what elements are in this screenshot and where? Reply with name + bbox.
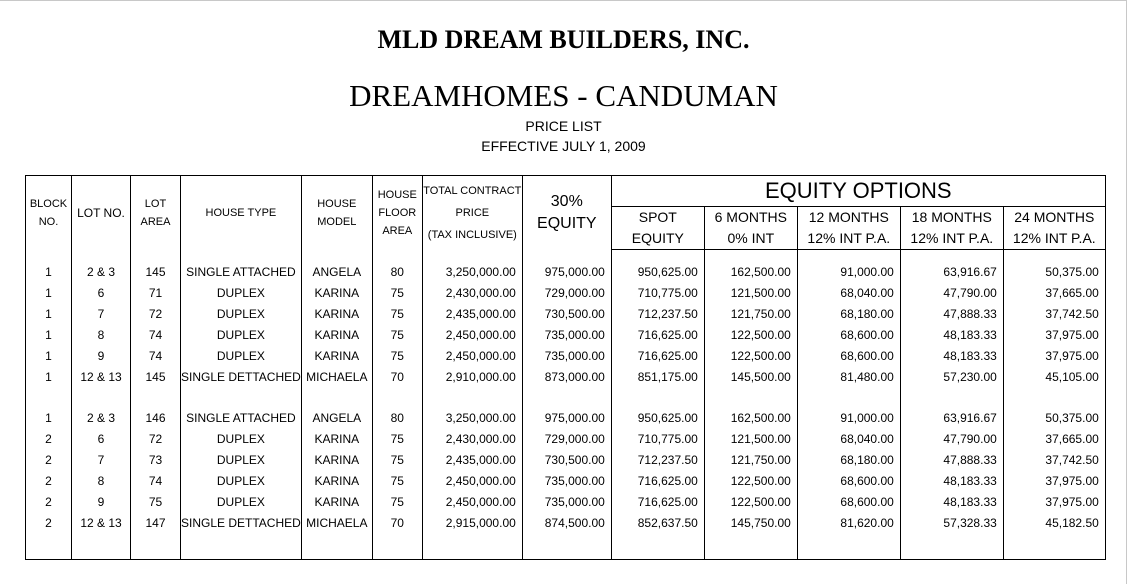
table-row [26, 346, 1106, 367]
cell-total-contract-price: 2,450,000.00 [422, 346, 522, 367]
cell-six-months: 121,500.00 [704, 429, 797, 450]
cell-twenty-four-months: 50,375.00 [1003, 262, 1105, 283]
header-12-months: 12 MONTHS 12% INT P.A. [797, 207, 900, 250]
cell-twelve-months: 91,000.00 [797, 262, 900, 283]
cell-house-type: DUPLEX [181, 492, 302, 513]
cell-lot-area: 146 [131, 408, 181, 429]
cell-lot-no: 7 [72, 450, 131, 471]
table-row [26, 513, 1106, 534]
cell-floor-area: 70 [372, 513, 422, 534]
cell-block-no: 2 [26, 429, 72, 450]
cell-twelve-months: 68,180.00 [797, 450, 900, 471]
cell-six-months: 121,500.00 [704, 283, 797, 304]
cell-block-no: 1 [26, 346, 72, 367]
cell-equity-30: 735,000.00 [522, 471, 611, 492]
header-row-top [26, 176, 1106, 207]
cell-lot-area: 71 [131, 283, 181, 304]
cell-equity-30: 730,500.00 [522, 450, 611, 471]
cell-twelve-months: 81,620.00 [797, 513, 900, 534]
cell-house-model: ANGELA [301, 262, 372, 283]
cell-six-months: 162,500.00 [704, 262, 797, 283]
cell-lot-area: 145 [131, 262, 181, 283]
cell-eighteen-months: 57,328.33 [900, 513, 1003, 534]
cell-floor-area: 75 [372, 304, 422, 325]
table-row [26, 304, 1106, 325]
spacer-row [26, 250, 1106, 263]
cell-floor-area: 70 [372, 367, 422, 388]
cell-house-type: SINGLE DETTACHED [181, 367, 302, 388]
cell-block-no: 2 [26, 492, 72, 513]
effective-date: EFFECTIVE JULY 1, 2009 [481, 138, 646, 154]
cell-twenty-four-months: 37,665.00 [1003, 283, 1105, 304]
cell-house-type: SINGLE DETTACHED [181, 513, 302, 534]
cell-spot-equity: 716,625.00 [611, 346, 704, 367]
cell-total-contract-price: 2,450,000.00 [422, 471, 522, 492]
header-24-months: 24 MONTHS 12% INT P.A. [1003, 207, 1105, 250]
cell-house-model: KARINA [301, 471, 372, 492]
cell-block-no: 2 [26, 471, 72, 492]
cell-equity-30: 873,000.00 [522, 367, 611, 388]
cell-eighteen-months: 63,916.67 [900, 408, 1003, 429]
cell-twelve-months: 68,180.00 [797, 304, 900, 325]
cell-eighteen-months: 47,790.00 [900, 429, 1003, 450]
table-row [26, 283, 1106, 304]
cell-house-type: DUPLEX [181, 450, 302, 471]
cell-house-type: DUPLEX [181, 346, 302, 367]
table-row [26, 367, 1106, 388]
cell-block-no: 2 [26, 513, 72, 534]
cell-lot-no: 7 [72, 304, 131, 325]
cell-twelve-months: 68,600.00 [797, 346, 900, 367]
cell-six-months: 122,500.00 [704, 325, 797, 346]
project-title: DREAMHOMES - CANDUMAN [349, 78, 778, 113]
cell-house-type: DUPLEX [181, 304, 302, 325]
cell-spot-equity: 852,637.50 [611, 513, 704, 534]
header-18-months: 18 MONTHS 12% INT P.A. [900, 207, 1003, 250]
cell-lot-no: 9 [72, 492, 131, 513]
header-equity-options: EQUITY OPTIONS [611, 176, 1105, 207]
cell-twelve-months: 68,040.00 [797, 283, 900, 304]
table-row [26, 429, 1106, 450]
cell-spot-equity: 710,775.00 [611, 429, 704, 450]
cell-house-model: KARINA [301, 304, 372, 325]
table-row [26, 471, 1106, 492]
cell-house-model: MICHAELA [301, 513, 372, 534]
cell-house-model: KARINA [301, 325, 372, 346]
cell-floor-area: 80 [372, 262, 422, 283]
cell-twenty-four-months: 45,182.50 [1003, 513, 1105, 534]
cell-house-type: SINGLE ATTACHED [181, 262, 302, 283]
table-row [26, 325, 1106, 346]
cell-floor-area: 75 [372, 492, 422, 513]
cell-total-contract-price: 2,915,000.00 [422, 513, 522, 534]
header-spot-equity: SPOT EQUITY [611, 207, 704, 250]
cell-total-contract-price: 2,910,000.00 [422, 367, 522, 388]
cell-total-contract-price: 2,430,000.00 [422, 283, 522, 304]
cell-twenty-four-months: 37,665.00 [1003, 429, 1105, 450]
cell-spot-equity: 716,625.00 [611, 325, 704, 346]
table-row [26, 492, 1106, 513]
cell-total-contract-price: 2,450,000.00 [422, 492, 522, 513]
cell-twelve-months: 68,040.00 [797, 429, 900, 450]
cell-eighteen-months: 47,888.33 [900, 304, 1003, 325]
cell-house-type: DUPLEX [181, 325, 302, 346]
cell-lot-area: 74 [131, 471, 181, 492]
header-30-equity: 30% EQUITY [522, 176, 611, 250]
company-name: MLD DREAM BUILDERS, INC. [377, 25, 750, 54]
cell-lot-no: 6 [72, 283, 131, 304]
cell-lot-no: 8 [72, 471, 131, 492]
cell-six-months: 145,750.00 [704, 513, 797, 534]
cell-floor-area: 75 [372, 471, 422, 492]
cell-equity-30: 729,000.00 [522, 429, 611, 450]
cell-lot-area: 73 [131, 450, 181, 471]
cell-block-no: 1 [26, 283, 72, 304]
cell-house-model: KARINA [301, 346, 372, 367]
cell-twenty-four-months: 37,975.00 [1003, 492, 1105, 513]
group-block-1 [26, 262, 1106, 388]
header-6-months: 6 MONTHS 0% INT [704, 207, 797, 250]
cell-equity-30: 975,000.00 [522, 262, 611, 283]
cell-equity-30: 735,000.00 [522, 492, 611, 513]
cell-total-contract-price: 2,430,000.00 [422, 429, 522, 450]
cell-lot-no: 6 [72, 429, 131, 450]
cell-house-type: DUPLEX [181, 283, 302, 304]
cell-total-contract-price: 2,435,000.00 [422, 450, 522, 471]
cell-twenty-four-months: 50,375.00 [1003, 408, 1105, 429]
header-floor-area: HOUSE FLOOR AREA [372, 176, 422, 250]
cell-spot-equity: 712,237.50 [611, 304, 704, 325]
cell-twenty-four-months: 37,975.00 [1003, 325, 1105, 346]
cell-block-no: 1 [26, 367, 72, 388]
cell-twenty-four-months: 37,742.50 [1003, 304, 1105, 325]
cell-lot-no: 2 & 3 [72, 408, 131, 429]
cell-eighteen-months: 48,183.33 [900, 492, 1003, 513]
cell-lot-area: 74 [131, 325, 181, 346]
table-tail [26, 534, 1106, 560]
header-lot-area: LOT AREA [131, 176, 181, 250]
header-lot-no: LOT NO. [72, 176, 131, 250]
cell-lot-no: 12 & 13 [72, 367, 131, 388]
cell-six-months: 122,500.00 [704, 346, 797, 367]
cell-lot-area: 72 [131, 304, 181, 325]
cell-six-months: 121,750.00 [704, 304, 797, 325]
cell-house-model: ANGELA [301, 408, 372, 429]
cell-house-model: KARINA [301, 283, 372, 304]
header-house-model: HOUSE MODEL [301, 176, 372, 250]
group-gap [26, 388, 1106, 408]
cell-twenty-four-months: 37,975.00 [1003, 471, 1105, 492]
header-block: BLOCK NO. [26, 176, 72, 250]
cell-twelve-months: 91,000.00 [797, 408, 900, 429]
cell-spot-equity: 716,625.00 [611, 471, 704, 492]
header-total-contract-price: TOTAL CONTRACT PRICE (TAX INCLUSIVE) [422, 176, 522, 250]
cell-lot-area: 72 [131, 429, 181, 450]
cell-lot-area: 145 [131, 367, 181, 388]
cell-house-type: DUPLEX [181, 429, 302, 450]
cell-eighteen-months: 48,183.33 [900, 325, 1003, 346]
cell-six-months: 122,500.00 [704, 471, 797, 492]
cell-lot-area: 75 [131, 492, 181, 513]
cell-equity-30: 975,000.00 [522, 408, 611, 429]
cell-floor-area: 75 [372, 429, 422, 450]
cell-floor-area: 80 [372, 408, 422, 429]
cell-floor-area: 75 [372, 283, 422, 304]
cell-six-months: 145,500.00 [704, 367, 797, 388]
cell-twenty-four-months: 37,742.50 [1003, 450, 1105, 471]
table-row [26, 408, 1106, 429]
cell-total-contract-price: 3,250,000.00 [422, 262, 522, 283]
cell-twelve-months: 68,600.00 [797, 471, 900, 492]
cell-lot-no: 2 & 3 [72, 262, 131, 283]
cell-twelve-months: 68,600.00 [797, 325, 900, 346]
cell-spot-equity: 712,237.50 [611, 450, 704, 471]
cell-total-contract-price: 3,250,000.00 [422, 408, 522, 429]
cell-floor-area: 75 [372, 346, 422, 367]
cell-six-months: 162,500.00 [704, 408, 797, 429]
cell-spot-equity: 950,625.00 [611, 408, 704, 429]
cell-spot-equity: 710,775.00 [611, 283, 704, 304]
cell-block-no: 1 [26, 262, 72, 283]
header-house-type: HOUSE TYPE [181, 176, 302, 250]
cell-total-contract-price: 2,435,000.00 [422, 304, 522, 325]
price-list-table [25, 175, 1106, 560]
cell-block-no: 2 [26, 450, 72, 471]
cell-house-type: SINGLE ATTACHED [181, 408, 302, 429]
cell-eighteen-months: 57,230.00 [900, 367, 1003, 388]
cell-block-no: 1 [26, 325, 72, 346]
cell-eighteen-months: 47,790.00 [900, 283, 1003, 304]
table-row [26, 262, 1106, 283]
cell-spot-equity: 716,625.00 [611, 492, 704, 513]
table-row [26, 450, 1106, 471]
cell-house-model: KARINA [301, 492, 372, 513]
cell-total-contract-price: 2,450,000.00 [422, 325, 522, 346]
cell-floor-area: 75 [372, 450, 422, 471]
cell-six-months: 122,500.00 [704, 492, 797, 513]
cell-lot-no: 12 & 13 [72, 513, 131, 534]
cell-equity-30: 735,000.00 [522, 346, 611, 367]
cell-house-model: KARINA [301, 450, 372, 471]
cell-lot-no: 9 [72, 346, 131, 367]
cell-eighteen-months: 47,888.33 [900, 450, 1003, 471]
cell-spot-equity: 851,175.00 [611, 367, 704, 388]
cell-six-months: 121,750.00 [704, 450, 797, 471]
cell-house-model: MICHAELA [301, 367, 372, 388]
cell-floor-area: 75 [372, 325, 422, 346]
doc-title: PRICE LIST [525, 118, 602, 134]
cell-twelve-months: 68,600.00 [797, 492, 900, 513]
cell-block-no: 1 [26, 304, 72, 325]
cell-equity-30: 729,000.00 [522, 283, 611, 304]
cell-house-model: KARINA [301, 429, 372, 450]
cell-equity-30: 735,000.00 [522, 325, 611, 346]
cell-equity-30: 874,500.00 [522, 513, 611, 534]
cell-twenty-four-months: 37,975.00 [1003, 346, 1105, 367]
cell-eighteen-months: 48,183.33 [900, 471, 1003, 492]
cell-block-no: 1 [26, 408, 72, 429]
cell-eighteen-months: 63,916.67 [900, 262, 1003, 283]
cell-twelve-months: 81,480.00 [797, 367, 900, 388]
group-block-2 [26, 408, 1106, 534]
cell-lot-area: 74 [131, 346, 181, 367]
cell-house-type: DUPLEX [181, 471, 302, 492]
cell-lot-area: 147 [131, 513, 181, 534]
cell-equity-30: 730,500.00 [522, 304, 611, 325]
cell-lot-no: 8 [72, 325, 131, 346]
cell-spot-equity: 950,625.00 [611, 262, 704, 283]
cell-eighteen-months: 48,183.33 [900, 346, 1003, 367]
window-border-top [0, 0, 1127, 1]
cell-twenty-four-months: 45,105.00 [1003, 367, 1105, 388]
